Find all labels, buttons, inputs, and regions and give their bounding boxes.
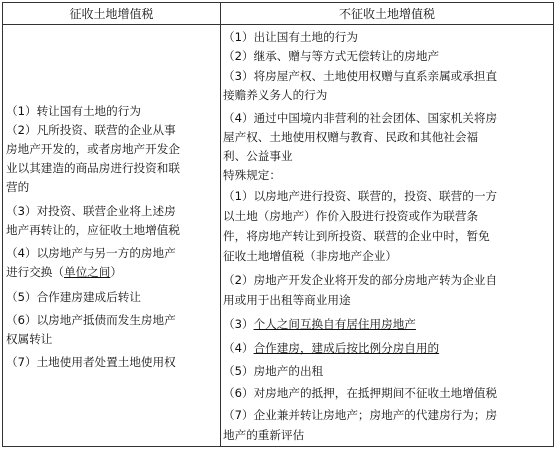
non-taxable-line: （3）将房屋产权、土地使用权赠与直系亲属或承担直	[223, 69, 498, 83]
item-number: （4）	[223, 341, 254, 355]
non-taxable-line: 接赡养义务人的行为	[223, 88, 328, 102]
taxable-line: （6）以房地产抵债而发生房地产	[6, 313, 176, 327]
taxable-line: 权属转让	[6, 332, 53, 346]
non-taxable-line: 屋产权、土地使用权赠与教育、民政和其他社会福	[223, 130, 479, 144]
special-rules-heading: 特殊规定：	[223, 168, 281, 182]
taxable-line	[6, 265, 122, 279]
taxable-line: （4）以房地产与另一方的房地产	[6, 246, 176, 260]
header-taxable: 征收土地增值税	[3, 3, 221, 25]
non-taxable-line: （5）房地产的出租	[223, 364, 324, 378]
taxable-line: （7）土地使用者处置土地使用权	[6, 355, 176, 369]
taxable-line: （5）合作建房建成后转让	[6, 290, 141, 304]
header-non-taxable: 不征收土地增值税	[221, 3, 553, 25]
non-taxable-line: （1）以房地产进行投资、联营的，投资、联营的一方	[223, 189, 498, 203]
co-build-text: 合作建房，建成后按比例分房自用的	[253, 341, 440, 355]
non-taxable-line: 用或用于出租等商业用途	[223, 293, 351, 307]
non-taxable-column	[221, 25, 553, 446]
non-taxable-line: （4）通过中国境内非营利的社会团体、国家机关将房	[223, 111, 498, 125]
exchange-text: 进行交换（	[6, 265, 64, 279]
non-taxable-line: （1）出让国有土地的行为	[223, 30, 358, 44]
non-taxable-line: 以土地（房地产）作价入股进行投资或作为联营条	[223, 209, 479, 223]
exchange-close-text: ）	[110, 265, 122, 279]
taxable-line: 业以其建造的商品房进行投资和联	[6, 161, 180, 175]
non-taxable-line: （2）房地产开发企业将开发的部分房地产转为企业自	[223, 273, 498, 287]
taxable-column	[3, 25, 221, 446]
house-swap-text: 个人之间互换自有居住用房地产	[253, 317, 416, 331]
non-taxable-line: （2）继承、赠与等方式无偿转让的房地产	[223, 49, 440, 63]
taxable-line: （1）转让国有土地的行为	[6, 104, 141, 118]
between-units-text: 单位之间	[63, 265, 111, 279]
non-taxable-line: 件，将房地产转让到所投资、联营的企业中时，暂免	[223, 229, 490, 243]
taxable-line: 地产再转让的，应征收土地增值税	[6, 223, 180, 237]
non-taxable-line	[223, 317, 416, 331]
item-number: （3）	[223, 317, 254, 331]
non-taxable-line: （6）对房地产的抵押，在抵押期间不征收土地增值税	[223, 386, 498, 400]
non-taxable-line: 地产的重新评估	[223, 428, 305, 442]
taxable-line: （3）对投资、联营企业将上述房	[6, 204, 176, 218]
non-taxable-line: 征收土地增值税（非房地产企业）	[223, 249, 397, 263]
non-taxable-line: （7）企业兼并转让房地产；房地产的代建房行为；房	[223, 408, 498, 422]
non-taxable-line: 利、公益事业	[223, 149, 293, 163]
taxable-line: 营的	[6, 180, 30, 194]
taxable-line: （2）凡所投资、联营的企业从事	[6, 123, 176, 137]
non-taxable-line	[223, 341, 439, 355]
taxable-line: 房地产开发的，或者房地产开发企	[6, 142, 180, 156]
tax-comparison-table	[2, 2, 554, 447]
